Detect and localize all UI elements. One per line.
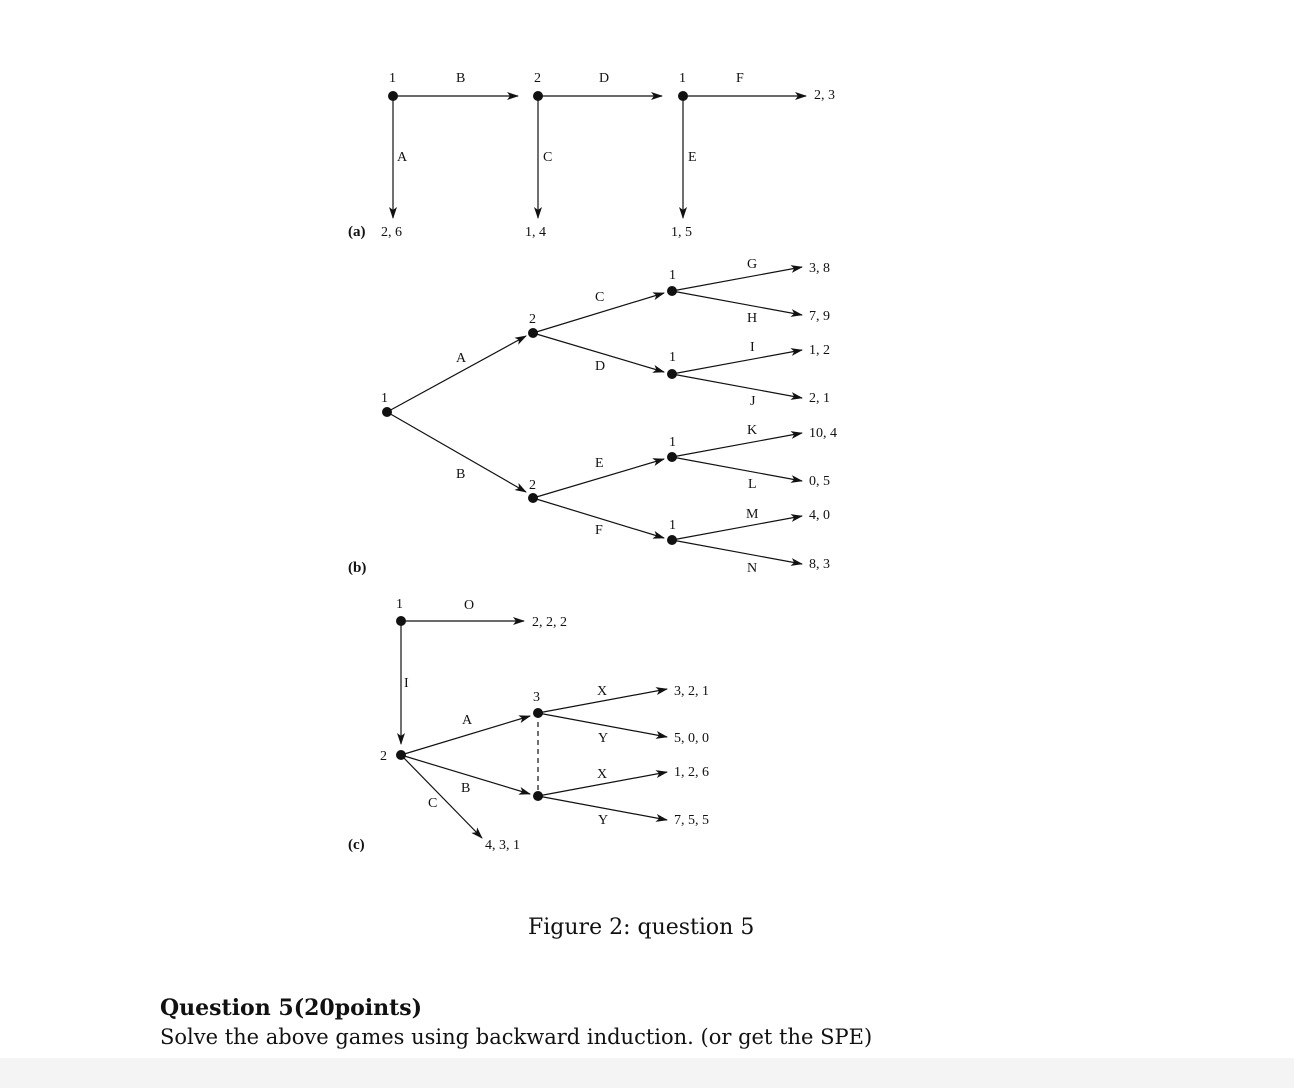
move-label-b-J: J — [750, 394, 756, 409]
edge-b-H — [672, 291, 802, 315]
question-title: Question 5(20points) — [160, 995, 423, 1021]
move-label-b-C: C — [595, 290, 605, 305]
part-label-a: (a) — [348, 224, 366, 240]
payoff-c-C: 4, 3, 1 — [485, 838, 520, 853]
node-c-3-bottom — [533, 791, 543, 801]
node-c-1 — [396, 616, 406, 626]
move-label-a-E: E — [688, 150, 697, 165]
player-label-b-leaf4: 1 — [669, 518, 676, 533]
player-label-b-root: 1 — [381, 391, 388, 406]
edge-b-L — [672, 457, 802, 481]
move-label-b-B: B — [456, 467, 466, 482]
move-label-a-C: C — [543, 150, 553, 165]
move-label-b-I: I — [750, 340, 755, 355]
payoff-a-E: 1, 5 — [671, 225, 692, 240]
node-a-3 — [678, 91, 688, 101]
move-label-b-M: M — [746, 507, 759, 522]
move-label-c-O: O — [464, 598, 475, 613]
part-label-b: (b) — [348, 560, 367, 576]
edge-b-A — [387, 336, 526, 412]
figure-caption: Figure 2: question 5 — [528, 915, 755, 940]
payoff-b-N: 8, 3 — [809, 557, 830, 572]
node-a-2 — [533, 91, 543, 101]
move-label-c-C: C — [428, 796, 438, 811]
payoff-b-M: 4, 0 — [809, 508, 830, 523]
node-c-2 — [396, 750, 406, 760]
player-label-b-leaf2: 1 — [669, 350, 676, 365]
node-a-1 — [388, 91, 398, 101]
game-tree-c — [348, 597, 709, 853]
payoff-c-BY: 7, 5, 5 — [674, 813, 709, 828]
edge-b-J — [672, 374, 802, 398]
page-bottom-strip — [0, 1058, 1294, 1088]
edge-b-I — [672, 350, 802, 374]
payoff-b-G: 3, 8 — [809, 261, 830, 276]
player-label-c-2: 2 — [380, 749, 387, 764]
node-b-2-top — [528, 328, 538, 338]
move-label-b-A: A — [456, 351, 467, 366]
question-text: Solve the above games using backward induction. (or get the SPE) — [160, 1025, 873, 1049]
move-label-c-Y-bottom: Y — [598, 813, 609, 828]
player-label-b-bottom: 2 — [529, 478, 536, 493]
payoff-c-BX: 1, 2, 6 — [674, 765, 709, 780]
payoff-c-AY: 5, 0, 0 — [674, 731, 709, 746]
move-label-c-X-bottom: X — [597, 767, 608, 782]
player-label-b-top: 2 — [529, 312, 536, 327]
payoff-b-J: 2, 1 — [809, 391, 830, 406]
node-b-root — [382, 407, 392, 417]
payoff-b-L: 0, 5 — [809, 474, 830, 489]
edge-b-G — [672, 267, 802, 291]
payoff-a-A: 2, 6 — [381, 225, 402, 240]
payoff-a-C: 1, 4 — [525, 225, 546, 240]
player-label-b-leaf3: 1 — [669, 435, 676, 450]
move-label-b-N: N — [747, 561, 758, 576]
move-label-b-F: F — [595, 523, 603, 538]
node-b-1-c — [667, 452, 677, 462]
move-label-c-A: A — [462, 713, 473, 728]
move-label-b-D: D — [595, 359, 606, 374]
move-label-a-B: B — [456, 71, 466, 86]
edge-b-N — [672, 540, 802, 564]
edge-b-K — [672, 433, 802, 457]
edge-b-M — [672, 516, 802, 540]
payoff-a-F: 2, 3 — [814, 88, 835, 103]
node-b-2-bottom — [528, 493, 538, 503]
move-label-c-B: B — [461, 781, 471, 796]
payoff-b-I: 1, 2 — [809, 343, 830, 358]
payoff-c-O: 2, 2, 2 — [532, 615, 567, 630]
payoff-b-K: 10, 4 — [809, 426, 837, 441]
game-tree-b — [348, 257, 837, 576]
game-tree-a — [348, 71, 835, 240]
player-label-b-leaf1: 1 — [669, 268, 676, 283]
move-label-c-I: I — [404, 676, 409, 691]
part-label-c: (c) — [348, 837, 365, 853]
node-b-1-d — [667, 535, 677, 545]
move-label-b-H: H — [747, 311, 758, 326]
node-b-1-b — [667, 369, 677, 379]
payoff-b-H: 7, 9 — [809, 309, 830, 324]
payoff-c-AX: 3, 2, 1 — [674, 684, 709, 699]
player-label-a3: 1 — [679, 71, 686, 86]
move-label-b-L: L — [748, 477, 757, 492]
move-label-b-K: K — [747, 423, 758, 438]
move-label-a-A: A — [397, 150, 408, 165]
move-label-a-F: F — [736, 71, 744, 86]
move-label-c-Y-top: Y — [598, 731, 609, 746]
move-label-c-X-top: X — [597, 684, 608, 699]
player-label-c-1: 1 — [396, 597, 403, 612]
node-b-1-a — [667, 286, 677, 296]
player-label-a1: 1 — [389, 71, 396, 86]
move-label-a-D: D — [599, 71, 610, 86]
move-label-b-G: G — [747, 257, 758, 272]
player-label-c-3: 3 — [533, 690, 540, 705]
move-label-b-E: E — [595, 456, 604, 471]
node-c-3-top — [533, 708, 543, 718]
player-label-a2: 2 — [534, 71, 541, 86]
